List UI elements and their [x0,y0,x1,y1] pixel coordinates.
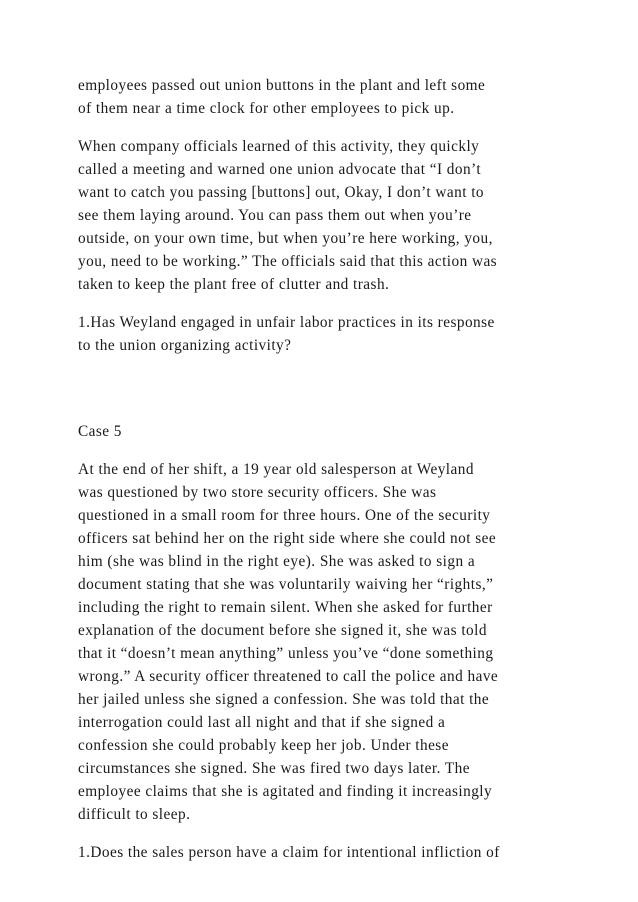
text-line: circumstances she signed. She was fired two days later. The [78,760,471,777]
text-line: you, need to be working.” The officials said that this action was [78,253,498,270]
text-line: officers sat behind her on the right side where she could not see [78,530,497,547]
question-line: to the union organizing activity? [78,337,292,354]
text-line: called a meeting and warned one union advocate that “I don’t [78,161,482,178]
text-line: At the end of her shift, a 19 year old salesperson at Weyland [78,461,474,478]
text-line: her jailed unless she signed a confession. She was told that the [78,691,490,708]
text-line: employees passed out union buttons in the plant and left some [78,77,486,94]
case-heading: Case 5 [78,423,122,440]
text-line: confession she could probably keep her job. Under these [78,737,449,754]
text-line: document stating that she was voluntarily waiving her “rights,” [78,576,494,593]
question-line: 1.Does the sales person have a claim for intentional infliction of [78,844,500,861]
text-line: employee claims that she is agitated and finding it increasingly [78,783,493,800]
text-line: When company officials learned of this activity, they quickly [78,138,480,155]
text-line: that it “doesn’t mean anything” unless you’ve “done something [78,645,494,662]
text-line: interrogation could last all night and that if she signed a [78,714,446,731]
text-line: explanation of the document before she signed it, she was told [78,622,487,639]
text-line: him (she was blind in the right eye). She was asked to sign a [78,553,476,570]
text-line: outside, on your own time, but when you’re here working, you, [78,230,493,247]
text-line: of them near a time clock for other employees to pick up. [78,100,455,117]
text-line: including the right to remain silent. When she asked for further [78,599,493,616]
text-line: taken to keep the plant free of clutter and trash. [78,276,390,293]
question-line: 1.Has Weyland engaged in unfair labor practices in its response [78,314,495,331]
text-line: questioned in a small room for three hours. One of the security [78,507,491,524]
text-line: see them laying around. You can pass them out when you’re [78,207,472,224]
text-line: difficult to sleep. [78,806,191,823]
text-line: wrong.” A security officer threatened to call the police and have [78,668,499,685]
text-line: was questioned by two store security officers. She was [78,484,437,501]
text-line: want to catch you passing [buttons] out, Okay, I don’t want to [78,184,485,201]
